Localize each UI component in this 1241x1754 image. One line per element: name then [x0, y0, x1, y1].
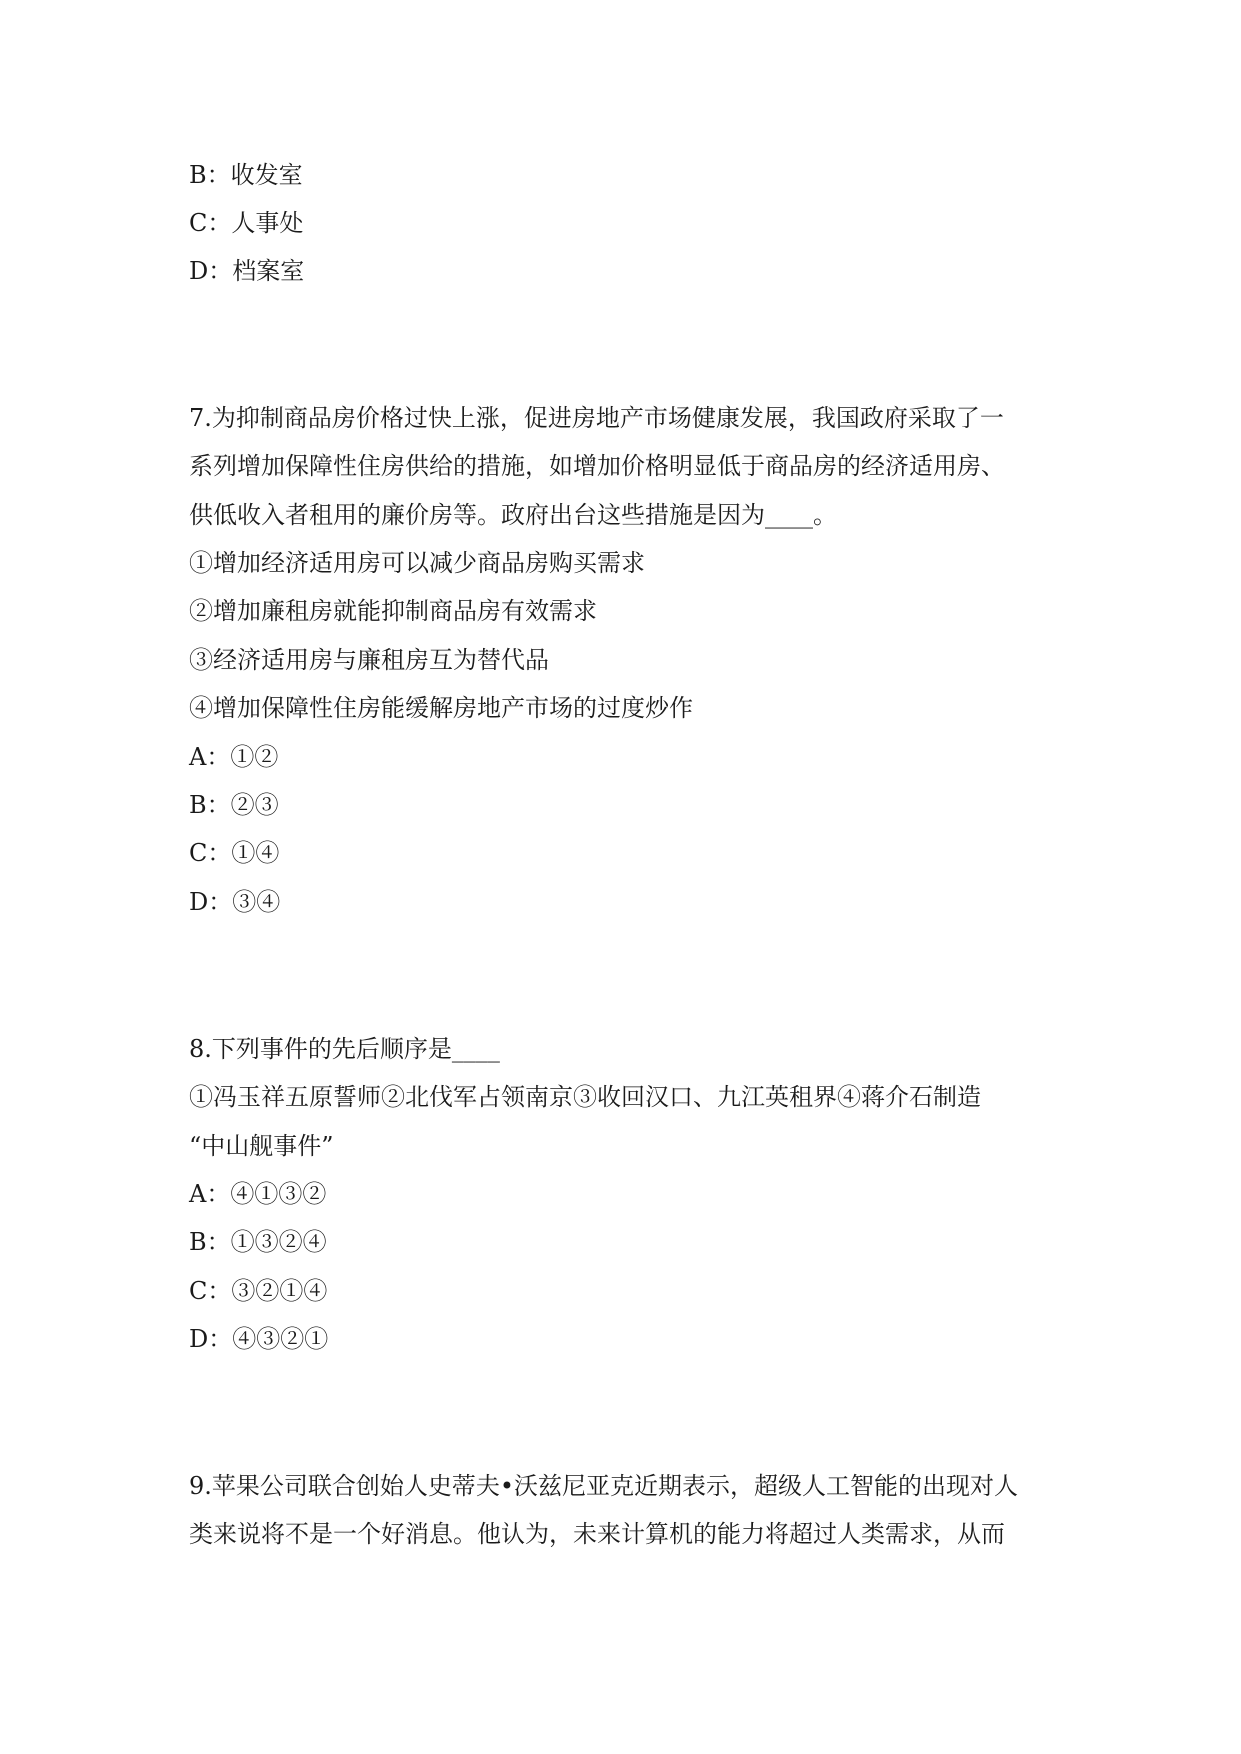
q8-option-a: A：④①③② [189, 1180, 327, 1208]
q8-items-line-2: “中山舰事件” [189, 1132, 334, 1160]
q8-option-c: C：③②①④ [189, 1277, 328, 1305]
q7-option-a: A：①② [189, 743, 279, 771]
q8-stem-line-1: 8.下列事件的先后顺序是____ [189, 1035, 500, 1063]
q6-option-c: C：人事处 [189, 209, 304, 237]
q7-option-c: C：①④ [189, 839, 280, 867]
q9-stem-line-2: 类来说将不是一个好消息。他认为，未来计算机的能力将超过人类需求，从而 [189, 1520, 1005, 1548]
q9-stem-line-1: 9.苹果公司联合创始人史蒂夫•沃兹尼亚克近期表示，超级人工智能的出现对人 [189, 1472, 1019, 1500]
q8-option-d: D：④③②① [189, 1325, 329, 1353]
q8-items-line-1: ①冯玉祥五原誓师②北伐军占领南京③收回汉口、九江英租界④蒋介石制造 [189, 1083, 981, 1111]
q7-stem-line-3: 供低收入者租用的廉价房等。政府出台这些措施是因为____。 [189, 501, 837, 529]
q6-option-b: B：收发室 [189, 161, 303, 189]
q7-item-2: ②增加廉租房就能抑制商品房有效需求 [189, 597, 597, 625]
q6-option-d: D：档案室 [189, 257, 305, 285]
q7-item-3: ③经济适用房与廉租房互为替代品 [189, 646, 549, 674]
q7-stem-line-2: 系列增加保障性住房供给的措施，如增加价格明显低于商品房的经济适用房、 [189, 452, 1005, 480]
q7-option-b: B：②③ [189, 791, 279, 819]
q8-option-b: B：①③②④ [189, 1228, 327, 1256]
q7-item-1: ①增加经济适用房可以减少商品房购买需求 [189, 549, 645, 577]
q7-item-4: ④增加保障性住房能缓解房地产市场的过度炒作 [189, 694, 693, 722]
q7-stem-line-1: 7.为抑制商品房价格过快上涨，促进房地产市场健康发展，我国政府采取了一 [189, 404, 1004, 432]
q7-option-d: D：③④ [189, 888, 281, 916]
